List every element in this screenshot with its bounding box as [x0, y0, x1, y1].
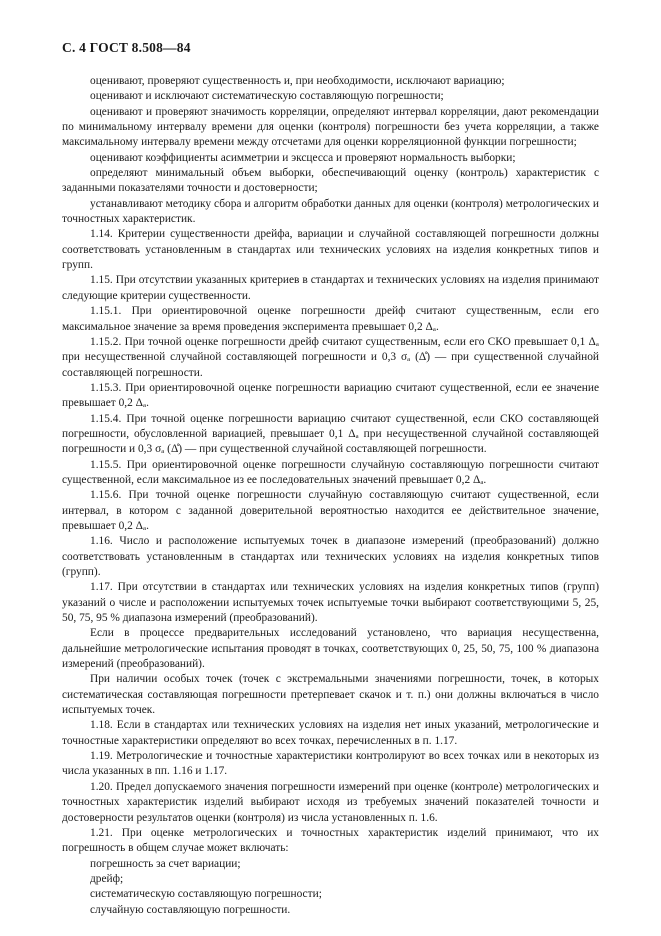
paragraph: оценивают и проверяют значимость корреляции, определяют интервал корреляции, дают рекомендации по минимальному интервалу времени для оценки (контроля) погрешности без учета корреляции, а также максимальному интервалу времени между отсчетами для оценки корреляционной функции погрешности;	[62, 105, 599, 149]
clause-1-20: 1.20. Предел допускаемого значения погрешности измерений при оценке (контроле) метрологических и точностных характеристик изделий выбирают исходя из требуемых значений показателей точности и достоверности результатов оценки (контроля) из числа установленных п. 1.6.	[62, 780, 599, 824]
clause-1-15-3: 1.15.3. При ориентировочной оценке погрешности вариацию считают существенной, если ее значение превышает 0,2 Δₐ.	[62, 381, 599, 410]
clause-1-15-4: 1.15.4. При точной оценке погрешности вариацию считают существенной, если СКО составляющей погрешности, обусловленной вариацией, превышает 0,1 Δₐ при несущественной случайной составляющей погрешности и 0,3 σₐ (Δ̊) — при существенной случайной составляющей погрешности.	[62, 412, 599, 456]
paragraph: При наличии особых точек (точек с экстремальными значениями погрешности, точек, в которых систематическая составляющая погрешности претерпевает скачок и т. п.) они должны включаться в число испытуемых точек.	[62, 673, 599, 717]
paragraph: оценивают и исключают систематическую составляющую погрешности;	[90, 90, 444, 103]
clause-1-18: 1.18. Если в стандартах или технических условиях на изделия нет иных указаний, метрологические и точностные характеристики определяют во всех точках, перечисленных в п. 1.17.	[62, 719, 599, 747]
paragraph: Если в процессе предварительных исследований установлено, что вариация несущественна, дальнейшие метрологические испытания проводят в точках, соответствующих 0, 25, 50, 75, 100 % диапазона измерений (преобразований).	[62, 627, 599, 671]
list-item: погрешность за счет вариации;	[90, 857, 241, 870]
clause-1-17: 1.17. При отсутствии в стандартах или технических условиях на изделия конкретных типов (групп) указаний о числе и расположении испытуемых точек испытуемые точки выбирают соответствующими 5, 25, 50, 75, 95 % диапазона измерений (преобразований).	[62, 581, 599, 625]
clause-1-15-6: 1.15.6. При точной оценке погрешности случайную составляющую считают существенной, если интервал, в котором с заданной доверительной вероятностью находится ее действительное значение, превышает 0,2 Δₐ.	[62, 489, 599, 532]
clause-1-15-2: 1.15.2. При точной оценке погрешности дрейф считают существенным, если его СКО превышает 0,1 Δₐ при несущественной случайной составляющей погрешности и 0,3 σₐ (Δ̊) — при существенной случайной составляющей погрешности.	[62, 335, 599, 379]
clause-1-16: 1.16. Число и расположение испытуемых точек в диапазоне измерений (преобразований) должно соответствовать установленным в стандартах или технических условиях на изделия конкретных типов (групп).	[62, 535, 599, 578]
list-item: случайную составляющую погрешности.	[90, 903, 291, 916]
paragraph: устанавливают методику сбора и алгоритм обработки данных для оценки (контроля) метрологических и точностных характеристик.	[62, 197, 599, 226]
list-item: систематическую составляющую погрешности;	[90, 888, 322, 901]
paragraph: оценивают коэффициенты асимметрии и эксцесса и проверяют нормальность выборки;	[90, 151, 516, 164]
clause-1-15-1: 1.15.1. При ориентировочной оценке погрешности дрейф считают существенным, если его максимальное значение за время проведения эксперимента превышает 0,2 Δₐ.	[62, 305, 599, 333]
clause-1-15-5: 1.15.5. При ориентировочной оценке погрешности случайную составляющую погрешности считают существенной, если максимальное из ее последовательных значений превышает 0,2 Δₐ.	[62, 458, 599, 486]
clause-1-14: 1.14. Критерии существенности дрейфа, вариации и случайной составляющей погрешности должны соответствовать установленным в стандартах или технических условиях на изделия конкретных типов и групп.	[62, 228, 599, 272]
clause-1-19: 1.19. Метрологические и точностные характеристики контролируют во всех точках или в некоторых из числа указанных в пп. 1.16 и 1.17.	[62, 750, 599, 778]
page-header: С. 4 ГОСТ 8.508—84	[62, 40, 191, 55]
document-body	[62, 74, 599, 918]
clause-1-15: 1.15. При отсутствии указанных критериев в стандартах и технических условиях на изделия принимают следующие критерии существенности.	[62, 274, 599, 302]
clause-1-21: 1.21. При оценке метрологических и точностных характеристик изделий принимают, что их погрешность в общем случае может включать:	[62, 826, 599, 855]
list-item: дрейф;	[90, 872, 124, 885]
paragraph: определяют минимальный объем выборки, обеспечивающий оценку (контроль) характеристик с заданными показателями точности и достоверности;	[62, 167, 599, 195]
paragraph: оценивают, проверяют существенность и, при необходимости, исключают вариацию;	[90, 75, 505, 87]
